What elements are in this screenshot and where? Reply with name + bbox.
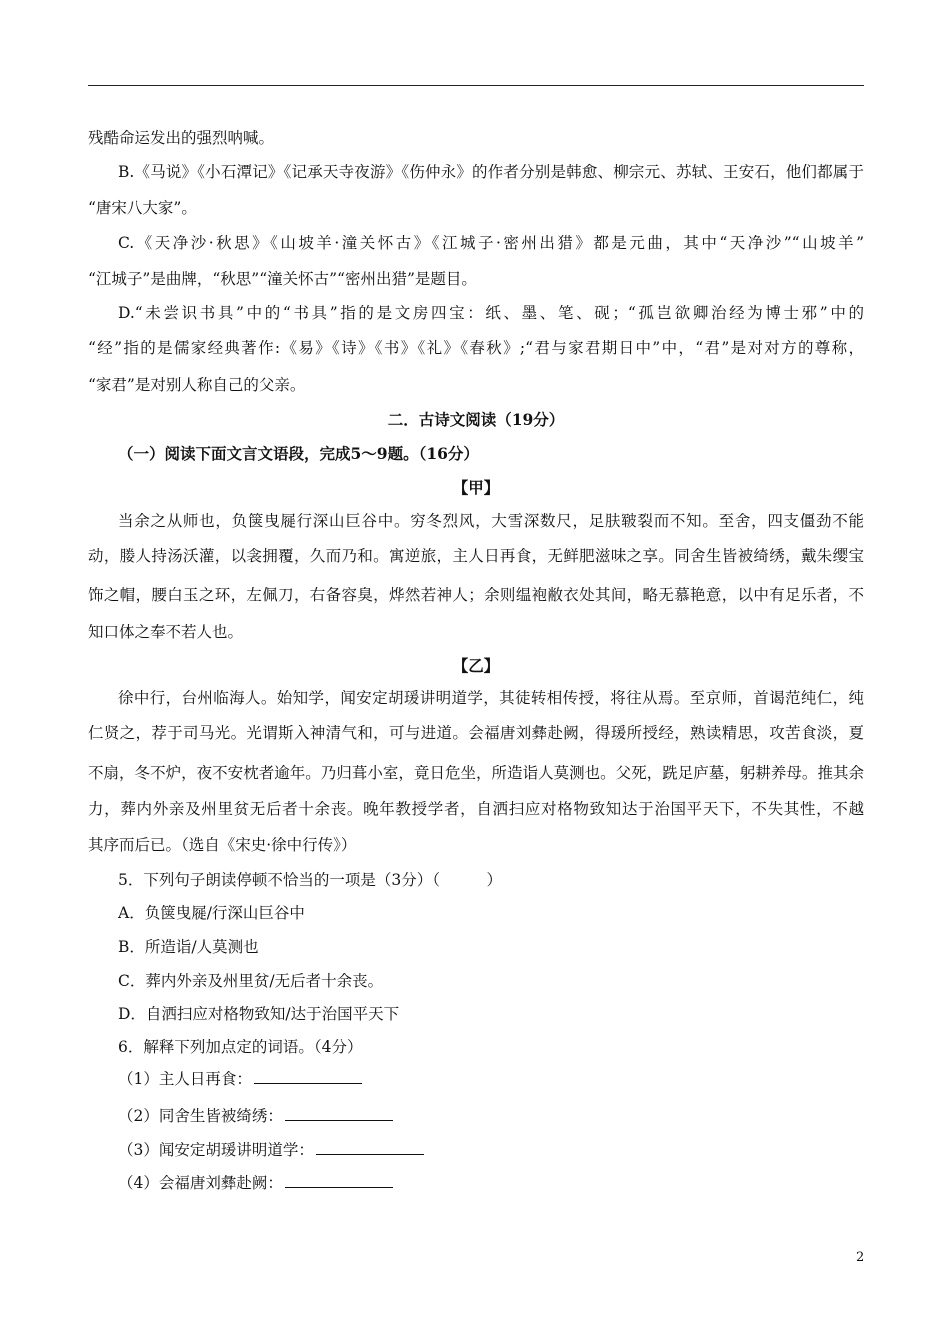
header-rule (88, 85, 864, 86)
section-title: 二．古诗文阅读（19分） (387, 410, 565, 429)
answer-blank[interactable] (285, 1106, 393, 1121)
passage-jia-label: 【甲】 (452, 478, 500, 497)
question-6-title: 6．解释下列加点定的词语。（4分） (118, 1038, 363, 1056)
option-d-line-2: “经”指的是儒家经典著作:《易》《诗》《书》《礼》《春秋》;“君与家君期日中”中，“君”是对对方的尊称， (88, 339, 864, 357)
subsection-title: （一）阅读下面文言文语段，完成5～9题。（16分） (118, 444, 479, 463)
question-6-item-4 (118, 1172, 864, 1194)
passage-yi-label: 【乙】 (452, 656, 500, 675)
passage-jia-line: 动，媵人持汤沃灌，以衾拥覆，久而乃和。寓逆旅，主人日再食，无鲜肥滋味之享。同舍生皆被绮绣，戴朱缨宝 (88, 547, 864, 565)
text-line: 残酷命运发出的强烈呐喊。 (88, 129, 275, 147)
question-5-option-b: B．所造诣/人莫测也 (118, 938, 259, 956)
answer-blank[interactable] (254, 1069, 362, 1084)
question-5-title: 5．下列句子朗读停顿不恰当的一项是（3分）（ ） (118, 871, 502, 889)
option-b-line-1: B.《马说》《小石潭记》《记承天寺夜游》《伤仲永》的作者分别是韩愈、柳宗元、苏轼、王安石，他们都属于 (118, 163, 864, 181)
passage-yi-line: 仁贤之，荐于司马光。光谓斯入神清气和，可与进道。会福唐刘彝赴阙，得瑗所授经，熟读精思，攻苦食淡，夏 (88, 724, 864, 742)
option-d-line-3: “家君”是对别人称自己的父亲。 (88, 376, 306, 394)
question-5-option-d: D．自洒扫应对格物致知/达于治国平天下 (118, 1005, 400, 1023)
question-6-item-label: （1）主人日再食： (118, 1070, 252, 1088)
passage-jia-line: 当余之从师也，负箧曳屣行深山巨谷中。穷冬烈风，大雪深数尺，足肤皲裂而不知。至舍，四支僵劲不能 (118, 512, 864, 530)
answer-blank[interactable] (316, 1140, 424, 1155)
passage-yi-line: 不扇，冬不炉，夜不安枕者逾年。乃归葺小室，竟日危坐，所造诣人莫测也。父死，跣足庐墓，躬耕养母。推其余 (88, 764, 864, 782)
question-6-item-2 (118, 1105, 864, 1127)
answer-blank[interactable] (285, 1173, 393, 1188)
question-6-item-label: （4）会福唐刘彝赴阙： (118, 1174, 283, 1192)
question-5-option-a: A．负箧曳屣/行深山巨谷中 (118, 904, 305, 922)
option-c-line-2: “江城子”是曲牌，“秋思”“潼关怀古”“密州出猎”是题目。 (88, 270, 477, 288)
option-d-line-1: D.“未尝识书具”中的“书具”指的是文房四宝：纸、墨、笔、砚；“孤岂欲卿治经为博士邪”中的 (118, 304, 864, 322)
passage-jia-line: 饰之帽，腰白玉之环，左佩刀，右备容臭，烨然若神人；余则缊袍敝衣处其间，略无慕艳意，以中有足乐者，不 (88, 586, 864, 604)
question-6-item-label: （2）同舍生皆被绮绣： (118, 1107, 283, 1125)
question-6-item-label: （3）闻安定胡瑗讲明道学： (118, 1141, 314, 1159)
passage-yi-line: 其序而后已。（选自《宋史·徐中行传》） (88, 836, 357, 854)
question-5-option-c: C．葬内外亲及州里贫/无后者十余丧。 (118, 972, 384, 990)
passage-yi-line: 力，葬内外亲及州里贫无后者十余丧。晚年教授学者，自洒扫应对格物致知达于治国平天下，不失其性，不越 (88, 800, 864, 818)
passage-yi-line: 徐中行，台州临海人。始知学，闻安定胡瑗讲明道学，其徒转相传授，将往从焉。至京师，首谒范纯仁，纯 (118, 689, 864, 707)
page-number: 2 (856, 1250, 865, 1265)
passage-jia-line: 知口体之奉不若人也。 (88, 623, 244, 641)
question-6-item-3 (118, 1139, 864, 1161)
option-c-line-1: C.《天净沙·秋思》《山坡羊·潼关怀古》《江城子·密州出猎》都是元曲，其中“天净沙”“山坡羊” (118, 234, 864, 252)
question-6-item-1 (118, 1068, 864, 1090)
option-b-line-2: “唐宋八大家”。 (88, 199, 197, 217)
